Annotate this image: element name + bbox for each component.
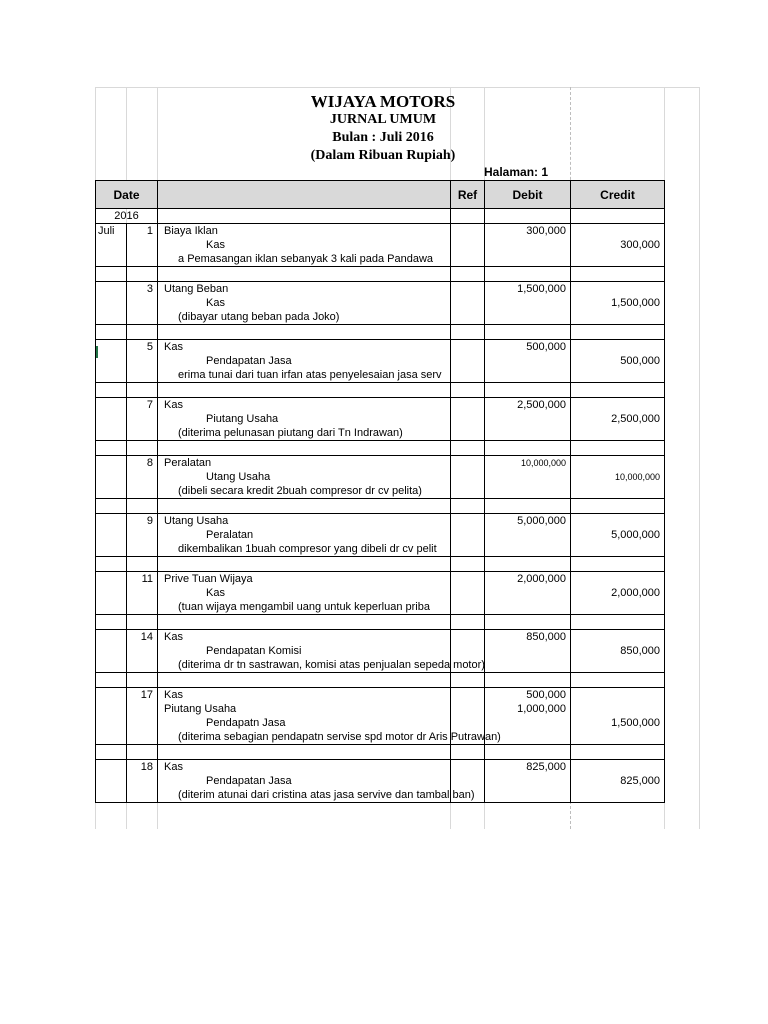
memo-text[interactable]: (dibeli secara kredit 2buah compresor dr cv pelita) bbox=[158, 484, 451, 499]
cell[interactable] bbox=[158, 557, 451, 572]
credit-empty[interactable] bbox=[571, 456, 665, 471]
cell[interactable] bbox=[158, 615, 451, 630]
ref-cell[interactable] bbox=[451, 310, 485, 325]
debit-account[interactable]: Kas bbox=[158, 760, 451, 775]
cell[interactable] bbox=[127, 557, 158, 572]
debit-amount[interactable]: 2,500,000 bbox=[485, 398, 571, 413]
journal-entry-row bbox=[96, 688, 665, 703]
cell[interactable] bbox=[127, 716, 158, 730]
ref-cell[interactable] bbox=[451, 368, 485, 383]
blank-row bbox=[96, 267, 665, 282]
cell[interactable] bbox=[96, 368, 127, 383]
ref-cell[interactable] bbox=[451, 426, 485, 441]
journal-entry-row bbox=[96, 630, 665, 645]
credit-empty[interactable] bbox=[571, 688, 665, 703]
debit-amount[interactable]: 300,000 bbox=[485, 224, 571, 239]
credit-account[interactable]: Peralatan bbox=[158, 528, 451, 542]
cell[interactable] bbox=[451, 267, 485, 282]
cell[interactable] bbox=[127, 658, 158, 673]
journal-memo-row bbox=[96, 542, 665, 557]
day-cell[interactable]: 14 bbox=[127, 630, 158, 645]
cell[interactable] bbox=[96, 310, 127, 325]
cell[interactable] bbox=[96, 688, 127, 703]
cell[interactable] bbox=[96, 325, 127, 340]
cell[interactable] bbox=[485, 484, 571, 499]
cell[interactable] bbox=[571, 310, 665, 325]
ref-cell[interactable] bbox=[451, 484, 485, 499]
debit-account[interactable]: Biaya Iklan bbox=[158, 224, 451, 239]
cell[interactable] bbox=[127, 745, 158, 760]
col-account bbox=[158, 181, 451, 209]
debit-account[interactable]: Utang Usaha bbox=[158, 514, 451, 529]
debit-amount[interactable]: 2,000,000 bbox=[485, 572, 571, 587]
memo-text[interactable]: (tuan wijaya mengambil uang untuk keperluan priba bbox=[158, 600, 451, 615]
journal-memo-row bbox=[96, 426, 665, 441]
memo-text[interactable]: a Pemasangan iklan sebanyak 3 kali pada Pandawa bbox=[158, 252, 451, 267]
cell[interactable] bbox=[485, 542, 571, 557]
cell[interactable] bbox=[571, 383, 665, 398]
blank-row bbox=[96, 325, 665, 340]
cell[interactable] bbox=[451, 441, 485, 456]
cell[interactable] bbox=[485, 499, 571, 514]
journal-body bbox=[96, 209, 665, 803]
journal-entry-row bbox=[96, 514, 665, 529]
credit-account[interactable]: Piutang Usaha bbox=[158, 412, 451, 426]
cell[interactable] bbox=[96, 398, 127, 413]
credit-account[interactable]: Pendapatan Jasa bbox=[158, 354, 451, 368]
debit-empty[interactable] bbox=[485, 774, 571, 788]
cell[interactable] bbox=[571, 673, 665, 688]
cell[interactable] bbox=[96, 441, 127, 456]
credit-amount[interactable]: 2,500,000 bbox=[571, 412, 665, 426]
debit-amount[interactable]: 500,000 bbox=[485, 688, 571, 703]
col-ref: Ref bbox=[451, 181, 485, 209]
blank-row bbox=[96, 745, 665, 760]
cell[interactable] bbox=[127, 499, 158, 514]
company-title: WIJAYA MOTORS bbox=[310, 92, 456, 111]
credit-amount[interactable]: 300,000 bbox=[571, 238, 665, 252]
credit-amount[interactable]: 1,500,000 bbox=[571, 296, 665, 310]
cell[interactable] bbox=[571, 267, 665, 282]
cell[interactable] bbox=[96, 426, 127, 441]
unit-note: (Dalam Ribuan Rupiah) bbox=[310, 148, 456, 163]
journal-entry-row bbox=[96, 586, 665, 600]
debit-empty[interactable] bbox=[485, 354, 571, 368]
debit-empty[interactable] bbox=[485, 470, 571, 484]
cell[interactable] bbox=[96, 600, 127, 615]
debit-account[interactable]: Kas bbox=[158, 398, 451, 413]
cell[interactable] bbox=[96, 340, 127, 355]
ref-cell[interactable] bbox=[451, 760, 485, 775]
cell[interactable] bbox=[96, 470, 127, 484]
debit-account[interactable]: Kas bbox=[158, 630, 451, 645]
cell[interactable] bbox=[571, 658, 665, 673]
col-debit: Debit bbox=[485, 181, 571, 209]
day-cell[interactable]: 5 bbox=[127, 340, 158, 355]
cell[interactable] bbox=[96, 528, 127, 542]
cell[interactable] bbox=[158, 209, 451, 224]
credit-empty[interactable] bbox=[571, 398, 665, 413]
journal-entry-row bbox=[96, 224, 665, 239]
cell[interactable] bbox=[96, 716, 127, 730]
cell[interactable] bbox=[127, 368, 158, 383]
memo-text[interactable]: (dibayar utang beban pada Joko) bbox=[158, 310, 451, 325]
cell[interactable] bbox=[96, 252, 127, 267]
ref-cell[interactable] bbox=[451, 514, 485, 529]
cell[interactable] bbox=[127, 600, 158, 615]
debit-empty[interactable] bbox=[485, 586, 571, 600]
cell[interactable] bbox=[158, 267, 451, 282]
ref-cell[interactable] bbox=[451, 688, 485, 703]
journal-entry-row bbox=[96, 716, 665, 730]
cell[interactable] bbox=[96, 296, 127, 310]
cell[interactable] bbox=[485, 745, 571, 760]
cell[interactable] bbox=[571, 209, 665, 224]
cell[interactable] bbox=[485, 325, 571, 340]
cell[interactable] bbox=[96, 267, 127, 282]
journal-memo-row bbox=[96, 658, 665, 673]
journal-memo-row bbox=[96, 600, 665, 615]
cell[interactable] bbox=[96, 412, 127, 426]
debit-empty[interactable] bbox=[485, 412, 571, 426]
page-number: Halaman: 1 bbox=[484, 165, 549, 179]
cell[interactable] bbox=[96, 745, 127, 760]
credit-empty[interactable] bbox=[571, 630, 665, 645]
ref-cell[interactable] bbox=[451, 340, 485, 355]
ref-cell[interactable] bbox=[451, 224, 485, 239]
debit-account[interactable]: Utang Beban bbox=[158, 282, 451, 297]
credit-account[interactable]: Kas bbox=[158, 586, 451, 600]
debit-amount[interactable]: 10,000,000 bbox=[485, 456, 571, 471]
cell[interactable] bbox=[96, 615, 127, 630]
cell[interactable] bbox=[485, 673, 571, 688]
ref-cell[interactable] bbox=[451, 354, 485, 368]
cell[interactable] bbox=[485, 310, 571, 325]
day-cell[interactable]: 3 bbox=[127, 282, 158, 297]
credit-account[interactable]: Kas bbox=[158, 296, 451, 310]
journal-entry-row bbox=[96, 238, 665, 252]
cell[interactable] bbox=[451, 325, 485, 340]
cell[interactable] bbox=[96, 658, 127, 673]
cell[interactable] bbox=[571, 499, 665, 514]
credit-amount[interactable]: 500,000 bbox=[571, 354, 665, 368]
debit-account[interactable]: Piutang Usaha bbox=[158, 702, 451, 716]
ref-cell[interactable] bbox=[451, 398, 485, 413]
cell[interactable] bbox=[127, 528, 158, 542]
cell[interactable] bbox=[96, 630, 127, 645]
cell[interactable] bbox=[571, 542, 665, 557]
cell[interactable] bbox=[571, 252, 665, 267]
cell[interactable] bbox=[96, 586, 127, 600]
credit-empty[interactable] bbox=[571, 760, 665, 775]
ref-cell[interactable] bbox=[451, 456, 485, 471]
cell[interactable] bbox=[485, 441, 571, 456]
credit-empty[interactable] bbox=[571, 282, 665, 297]
credit-amount[interactable]: 825,000 bbox=[571, 774, 665, 788]
cell[interactable] bbox=[571, 368, 665, 383]
cell[interactable] bbox=[127, 470, 158, 484]
cell[interactable] bbox=[451, 745, 485, 760]
cell[interactable] bbox=[96, 788, 127, 803]
credit-empty[interactable] bbox=[571, 224, 665, 239]
cell[interactable] bbox=[571, 730, 665, 745]
cell[interactable] bbox=[571, 788, 665, 803]
cell[interactable] bbox=[127, 788, 158, 803]
cell[interactable] bbox=[485, 615, 571, 630]
debit-amount[interactable]: 500,000 bbox=[485, 340, 571, 355]
cell[interactable] bbox=[127, 484, 158, 499]
cell[interactable] bbox=[127, 383, 158, 398]
debit-amount[interactable]: 850,000 bbox=[485, 630, 571, 645]
debit-amount[interactable]: 825,000 bbox=[485, 760, 571, 775]
cell[interactable] bbox=[96, 760, 127, 775]
year-cell[interactable]: 2016 bbox=[96, 209, 158, 224]
ref-cell[interactable] bbox=[451, 702, 485, 716]
cell[interactable] bbox=[96, 774, 127, 788]
cell[interactable] bbox=[96, 484, 127, 499]
gridline bbox=[699, 87, 700, 829]
cell[interactable] bbox=[127, 412, 158, 426]
credit-account[interactable]: Kas bbox=[158, 238, 451, 252]
cell[interactable] bbox=[158, 673, 451, 688]
day-cell[interactable]: 17 bbox=[127, 688, 158, 703]
cell[interactable] bbox=[485, 557, 571, 572]
blank-row bbox=[96, 615, 665, 630]
debit-amount[interactable]: 1,000,000 bbox=[485, 702, 571, 716]
day-cell[interactable]: 11 bbox=[127, 572, 158, 587]
journal-entry-row bbox=[96, 528, 665, 542]
blank-row bbox=[96, 383, 665, 398]
journal-entry-row bbox=[96, 774, 665, 788]
journal-memo-row bbox=[96, 788, 665, 803]
journal-title: JURNAL UMUM bbox=[329, 112, 437, 127]
cell[interactable] bbox=[127, 296, 158, 310]
credit-account[interactable]: Pendapatn Jasa bbox=[158, 716, 451, 730]
memo-text[interactable]: (diterima sebagian pendapatn servise spd motor dr Aris Putrawan) bbox=[158, 730, 451, 745]
cell[interactable] bbox=[485, 788, 571, 803]
cell[interactable] bbox=[127, 774, 158, 788]
cell[interactable] bbox=[158, 499, 451, 514]
cell[interactable] bbox=[96, 456, 127, 471]
credit-account[interactable]: Pendapatan Komisi bbox=[158, 644, 451, 658]
cell[interactable] bbox=[127, 542, 158, 557]
journal-entry-row bbox=[96, 296, 665, 310]
cell[interactable] bbox=[96, 383, 127, 398]
ref-cell[interactable] bbox=[451, 252, 485, 267]
credit-account[interactable]: Utang Usaha bbox=[158, 470, 451, 484]
col-credit: Credit bbox=[571, 181, 665, 209]
cell[interactable] bbox=[96, 730, 127, 745]
ref-cell[interactable] bbox=[451, 644, 485, 658]
cell[interactable] bbox=[571, 325, 665, 340]
journal-memo-row bbox=[96, 310, 665, 325]
day-cell[interactable]: 8 bbox=[127, 456, 158, 471]
period-title: Bulan : Juli 2016 bbox=[332, 130, 434, 145]
cell[interactable] bbox=[451, 557, 485, 572]
journal-memo-row bbox=[96, 368, 665, 383]
debit-empty[interactable] bbox=[485, 238, 571, 252]
blank-row bbox=[96, 557, 665, 572]
journal-entry-row bbox=[96, 456, 665, 471]
cell[interactable] bbox=[127, 730, 158, 745]
debit-account[interactable]: Kas bbox=[158, 340, 451, 355]
cell[interactable] bbox=[96, 282, 127, 297]
debit-account[interactable]: Peralatan bbox=[158, 456, 451, 471]
cell[interactable] bbox=[127, 702, 158, 716]
ref-cell[interactable] bbox=[451, 470, 485, 484]
cell[interactable] bbox=[127, 644, 158, 658]
ref-cell[interactable] bbox=[451, 630, 485, 645]
blank-row bbox=[96, 499, 665, 514]
cell[interactable] bbox=[127, 441, 158, 456]
cell[interactable] bbox=[571, 441, 665, 456]
debit-amount[interactable]: 1,500,000 bbox=[485, 282, 571, 297]
debit-empty[interactable] bbox=[485, 716, 571, 730]
journal-entry-row bbox=[96, 354, 665, 368]
cell[interactable] bbox=[127, 267, 158, 282]
cell[interactable] bbox=[485, 600, 571, 615]
ref-cell[interactable] bbox=[451, 238, 485, 252]
cell[interactable] bbox=[127, 615, 158, 630]
blank-row bbox=[96, 673, 665, 688]
ref-cell[interactable] bbox=[451, 282, 485, 297]
journal-entry-row bbox=[96, 470, 665, 484]
col-date: Date bbox=[96, 181, 158, 209]
cell[interactable] bbox=[96, 542, 127, 557]
month-cell[interactable]: Juli bbox=[96, 224, 127, 239]
gridline bbox=[95, 87, 700, 88]
table-header-row bbox=[96, 181, 665, 209]
cell[interactable] bbox=[96, 673, 127, 688]
cell[interactable] bbox=[451, 499, 485, 514]
cell[interactable] bbox=[485, 267, 571, 282]
cell[interactable] bbox=[571, 557, 665, 572]
cell[interactable] bbox=[96, 644, 127, 658]
cell[interactable] bbox=[127, 673, 158, 688]
day-cell[interactable]: 9 bbox=[127, 514, 158, 529]
debit-empty[interactable] bbox=[485, 296, 571, 310]
cell[interactable] bbox=[127, 310, 158, 325]
cell[interactable] bbox=[96, 514, 127, 529]
credit-amount[interactable]: 5,000,000 bbox=[571, 528, 665, 542]
credit-empty[interactable] bbox=[571, 702, 665, 716]
cell[interactable] bbox=[158, 383, 451, 398]
debit-account[interactable]: Prive Tuan Wijaya bbox=[158, 572, 451, 587]
day-cell[interactable]: 18 bbox=[127, 760, 158, 775]
journal-entry-row bbox=[96, 282, 665, 297]
ref-cell[interactable] bbox=[451, 572, 485, 587]
credit-empty[interactable] bbox=[571, 340, 665, 355]
cell[interactable] bbox=[571, 745, 665, 760]
journal-entry-row bbox=[96, 760, 665, 775]
ref-cell[interactable] bbox=[451, 296, 485, 310]
memo-text[interactable]: (diterima pelunasan piutang dari Tn Indrawan) bbox=[158, 426, 451, 441]
journal-entry-row bbox=[96, 398, 665, 413]
cell[interactable] bbox=[571, 484, 665, 499]
credit-amount[interactable]: 1,500,000 bbox=[571, 716, 665, 730]
memo-text[interactable]: (diterim atunai dari cristina atas jasa servive dan tambal ban) bbox=[158, 788, 451, 803]
debit-amount[interactable]: 5,000,000 bbox=[485, 514, 571, 529]
cell[interactable] bbox=[571, 615, 665, 630]
debit-account[interactable]: Kas bbox=[158, 688, 451, 703]
credit-amount[interactable]: 850,000 bbox=[571, 644, 665, 658]
debit-empty[interactable] bbox=[485, 644, 571, 658]
day-cell[interactable]: 7 bbox=[127, 398, 158, 413]
cell[interactable] bbox=[96, 557, 127, 572]
journal-entry-row bbox=[96, 702, 665, 716]
day-cell[interactable]: 1 bbox=[127, 224, 158, 239]
ref-cell[interactable] bbox=[451, 412, 485, 426]
journal-entry-row bbox=[96, 644, 665, 658]
journal-memo-row bbox=[96, 252, 665, 267]
cell[interactable] bbox=[158, 325, 451, 340]
memo-text[interactable]: dikembalikan 1buah compresor yang dibeli dr cv pelit bbox=[158, 542, 451, 557]
ref-cell[interactable] bbox=[451, 716, 485, 730]
credit-account[interactable]: Pendapatan Jasa bbox=[158, 774, 451, 788]
ref-cell[interactable] bbox=[451, 600, 485, 615]
cell[interactable] bbox=[571, 600, 665, 615]
memo-text[interactable]: (diterima dr tn sastrawan, komisi atas penjualan sepeda motor) bbox=[158, 658, 451, 673]
journal-memo-row bbox=[96, 730, 665, 745]
cell[interactable] bbox=[451, 209, 485, 224]
cell[interactable] bbox=[485, 658, 571, 673]
credit-amount[interactable]: 10,000,000 bbox=[571, 470, 665, 484]
cell[interactable] bbox=[96, 354, 127, 368]
cell[interactable] bbox=[485, 252, 571, 267]
journal-memo-row bbox=[96, 484, 665, 499]
credit-empty[interactable] bbox=[571, 514, 665, 529]
memo-text[interactable]: erima tunai dari tuan irfan atas penyelesaian jasa serv bbox=[158, 368, 451, 383]
cell[interactable] bbox=[158, 441, 451, 456]
cell[interactable] bbox=[127, 354, 158, 368]
cell[interactable] bbox=[485, 209, 571, 224]
credit-empty[interactable] bbox=[571, 572, 665, 587]
ref-cell[interactable] bbox=[451, 774, 485, 788]
cell[interactable] bbox=[451, 615, 485, 630]
cell[interactable] bbox=[127, 325, 158, 340]
ref-cell[interactable] bbox=[451, 542, 485, 557]
cell[interactable] bbox=[485, 383, 571, 398]
journal-entry-row bbox=[96, 340, 665, 355]
credit-amount[interactable]: 2,000,000 bbox=[571, 586, 665, 600]
journal-entry-row bbox=[96, 572, 665, 587]
cell[interactable] bbox=[96, 702, 127, 716]
cell[interactable] bbox=[96, 572, 127, 587]
cell[interactable] bbox=[127, 586, 158, 600]
cell[interactable] bbox=[485, 426, 571, 441]
year-row bbox=[96, 209, 665, 224]
cell[interactable] bbox=[485, 368, 571, 383]
cell[interactable] bbox=[571, 426, 665, 441]
cell[interactable] bbox=[96, 499, 127, 514]
journal-entry-row bbox=[96, 412, 665, 426]
debit-empty[interactable] bbox=[485, 528, 571, 542]
cell[interactable] bbox=[127, 252, 158, 267]
cell[interactable] bbox=[127, 238, 158, 252]
cell[interactable] bbox=[158, 745, 451, 760]
ref-cell[interactable] bbox=[451, 586, 485, 600]
ref-cell[interactable] bbox=[451, 528, 485, 542]
cell[interactable] bbox=[451, 383, 485, 398]
journal-table bbox=[95, 180, 665, 803]
cell[interactable] bbox=[451, 673, 485, 688]
cell[interactable] bbox=[127, 426, 158, 441]
cell[interactable] bbox=[96, 238, 127, 252]
blank-row bbox=[96, 441, 665, 456]
